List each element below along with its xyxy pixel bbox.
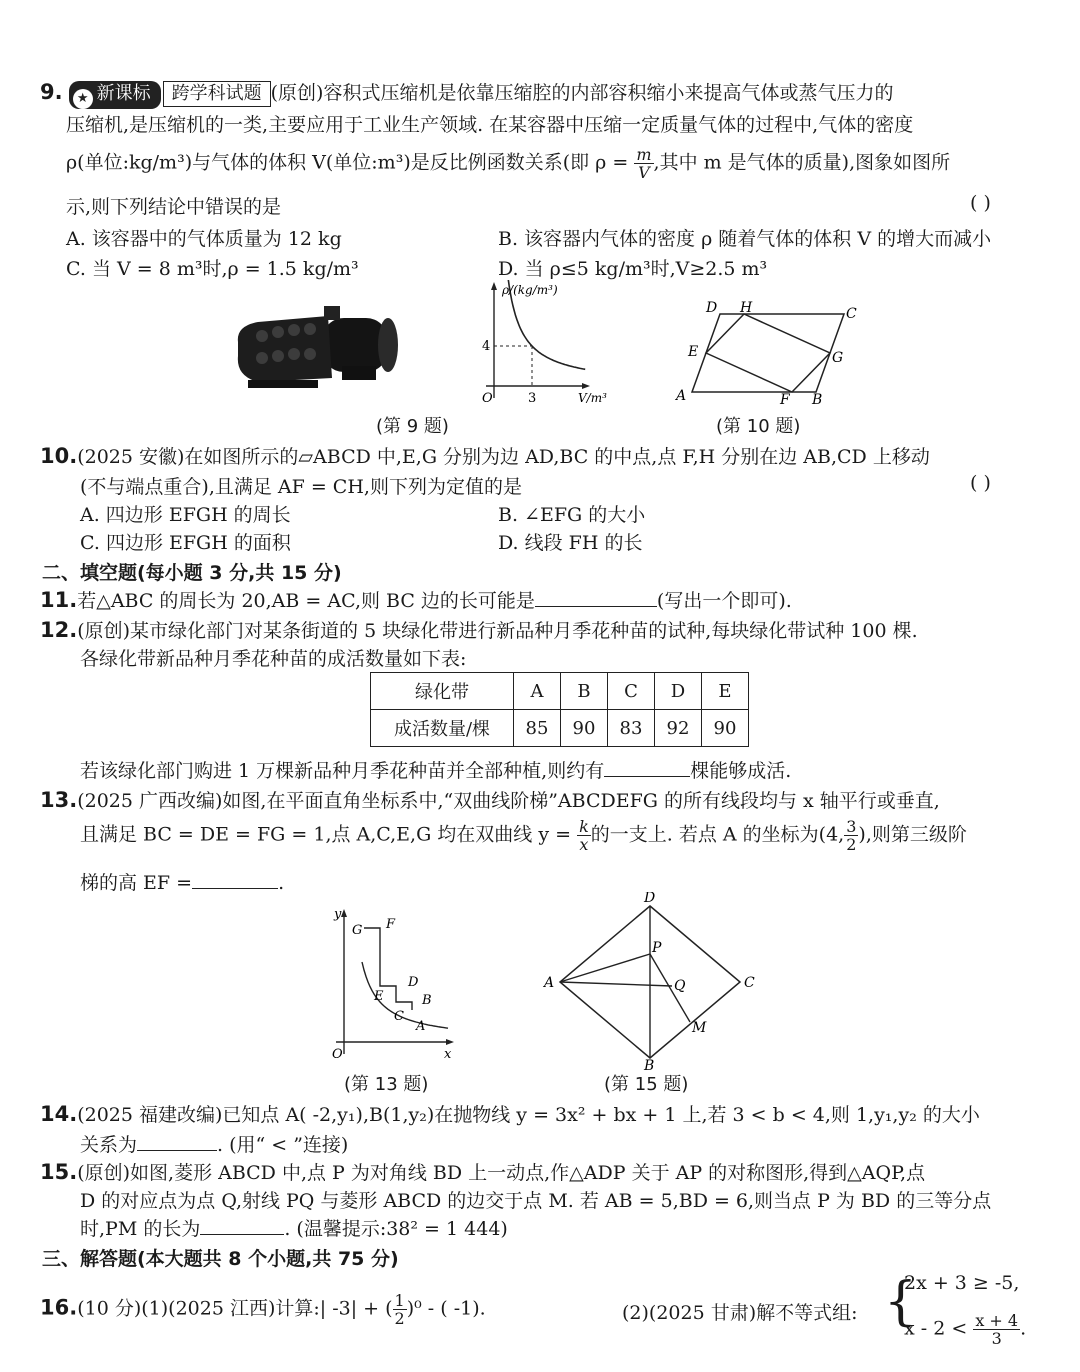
- q10-line2: (不与端点重合),且满足 AF = CH,则下列为定值的是: [80, 476, 522, 498]
- q9-density-graph: [478, 280, 618, 410]
- question-number: 9.: [40, 80, 63, 104]
- label-q: Q: [674, 978, 686, 994]
- section-heading: 二、填空题(每小题 3 分,共 15 分): [42, 562, 342, 584]
- answer-paren: ( ): [970, 472, 991, 494]
- q9-line1: [40, 78, 893, 109]
- label-c: C: [846, 306, 857, 322]
- q9-option-d: D. 当 ρ≤5 kg/m³时,V≥2.5 m³: [498, 258, 768, 280]
- q11-line: 11.若△ABC 的周长为 20,AB = AC,则 BC 边的长可能是 (写出一个即可).: [40, 588, 792, 612]
- q15-caption: (第 15 题): [604, 1074, 689, 1095]
- q10-option-c: C. 四边形 EFGH 的面积: [80, 532, 291, 554]
- label-b: B: [422, 993, 432, 1008]
- inequality-2: x - 2 < $\frac{x + 4}{3}$ .: [904, 1311, 1027, 1348]
- x-tick-label: 3: [528, 391, 537, 406]
- q12-line2: 各绿化带新品种月季花种苗的成活数量如下表:: [80, 648, 467, 670]
- fraction-m-over-v: $\frac{m}{V}$: [636, 145, 652, 182]
- q13-staircase-figure: [324, 906, 460, 1066]
- label-m: M: [692, 1020, 707, 1036]
- label-g: G: [832, 350, 844, 366]
- q9-option-c: C. 当 V = 8 m³时,ρ = 1.5 kg/m³: [66, 258, 359, 280]
- label-d: D: [644, 892, 656, 906]
- q9-line2: 压缩机,是压缩机的一类,主要应用于工业生产领域. 在某容器中压缩一定质量气体的过程中,气体的密度: [66, 114, 914, 136]
- table-cell: D: [655, 673, 702, 710]
- fraction-x-plus-4-over-3: $\frac{x + 4}{3}$: [975, 1311, 1019, 1348]
- question-number: 10.: [40, 444, 78, 468]
- q14-line1: 14.(2025 福建改编)已知点 A( -2,y₁),B(1,y₂)在抛物线 y = 3x² + bx + 1 上,若 3 < b < 4,则 1,y₁,y₂ 的大小: [40, 1102, 980, 1126]
- label-d: D: [706, 300, 718, 316]
- q9-caption: (第 9 题): [376, 416, 449, 437]
- star-badge-icon: ★: [73, 89, 93, 109]
- q16-part2: (2)(2025 甘肃)解不等式组:: [622, 1302, 858, 1324]
- inequality-1: 2x + 3 ≥ -5,: [904, 1272, 1020, 1294]
- origin-label: O: [332, 1047, 343, 1062]
- new-curriculum-badge: ★ 新课标: [69, 81, 161, 109]
- q9-text: (原创)容积式压缩机是依靠压缩腔的内部容积缩小来提高气体或蒸气压力的: [270, 82, 894, 104]
- table-cell: E: [702, 673, 749, 710]
- q9-option-b: B. 该容器内气体的密度 ρ 随着气体的体积 V 的增大而减小: [498, 228, 992, 250]
- section-heading: 三、解答题(本大题共 8 个小题,共 75 分): [42, 1248, 399, 1270]
- table-cell: C: [608, 673, 655, 710]
- q15-line3: 时,PM 的长为 . (温馨提示:38² = 1 444): [80, 1218, 508, 1240]
- answer-paren: ( ): [970, 192, 991, 214]
- label-a: A: [416, 1019, 426, 1034]
- table-cell: 85: [514, 710, 561, 747]
- q13-caption: (第 13 题): [344, 1074, 429, 1095]
- q15-line1: 15.(原创)如图,菱形 ABCD 中,点 P 为对角线 BD 上一动点,作△ADP 关于 AP 的对称图形,得到△AQP,点: [40, 1160, 926, 1184]
- fraction-one-half: $\frac{1}{2}$: [394, 1291, 405, 1328]
- label-c: C: [394, 1009, 404, 1024]
- brace: {: [884, 1272, 918, 1332]
- table-cell: 92: [655, 710, 702, 747]
- y-axis-label: ρ/(kg/m³): [502, 283, 558, 297]
- q15-line2: D 的对应点为点 Q,射线 PQ 与菱形 ABCD 的边交于点 M. 若 AB = 5,BD = 6,则当点 P 为 BD 的三等分点: [80, 1190, 992, 1212]
- label-b: B: [644, 1058, 655, 1072]
- answer-blank: [604, 776, 690, 777]
- answer-blank: [137, 1150, 217, 1151]
- label-e: E: [688, 344, 699, 360]
- q10-parallelogram-figure: [668, 296, 868, 408]
- survival-table: [370, 672, 749, 747]
- table-cell: 绿化带: [371, 673, 514, 710]
- q9-option-a: A. 该容器中的气体质量为 12 kg: [66, 228, 342, 250]
- q13-line2: 且满足 BC = DE = FG = 1,点 A,C,E,G 均在双曲线 y = $\frac{k}{x}$ 的一支上. 若点 A 的坐标为(4, $\frac{3}{2}$ ),则第三级阶: [80, 817, 967, 854]
- q13-line1: 13.(2025 广西改编)如图,在平面直角坐标系中,“双曲线阶梯”ABCDEFG 的所有线段均与 x 轴平行或垂直,: [40, 788, 940, 812]
- q16-part1: 16.(10 分)(1)(2025 江西)计算:| -3| + ( $\frac{1}{2}$ )⁰ - ( -1).: [40, 1291, 486, 1328]
- q10-caption: (第 10 题): [716, 416, 801, 437]
- q13-line3: 梯的高 EF = .: [80, 872, 285, 894]
- label-a: A: [676, 388, 687, 404]
- table-cell: 成活数量/棵: [371, 710, 514, 747]
- origin-label: O: [482, 391, 493, 406]
- label-e: E: [374, 989, 384, 1004]
- label-a: A: [544, 975, 555, 991]
- q12-line3: 若该绿化部门购进 1 万棵新品种月季花种苗并全部种植,则约有 棵能够成活.: [80, 760, 792, 782]
- table-row: [371, 710, 749, 747]
- table-cell: 90: [702, 710, 749, 747]
- table-cell: 83: [608, 710, 655, 747]
- table-cell: A: [514, 673, 561, 710]
- q10-option-b: B. ∠EFG 的大小: [498, 504, 646, 526]
- table-row: [371, 673, 749, 710]
- q10-option-d: D. 线段 FH 的长: [498, 532, 643, 554]
- table-cell: B: [561, 673, 608, 710]
- q12-line1: 12.(原创)某市绿化部门对某条街道的 5 块绿化带进行新品种月季花种苗的试种,每块绿化带试种 100 棵.: [40, 618, 918, 642]
- label-f: F: [386, 917, 396, 932]
- answer-blank: [535, 606, 657, 607]
- answer-blank: [192, 888, 278, 889]
- fraction-3-over-2: $\frac{3}{2}$: [846, 817, 857, 854]
- label-d: D: [408, 975, 419, 990]
- q9-line4: 示,则下列结论中错误的是: [66, 196, 282, 218]
- answer-blank: [200, 1234, 284, 1235]
- q14-line2: 关系为 . (用“ < ”连接): [80, 1134, 349, 1156]
- label-f: F: [780, 392, 790, 408]
- y-axis-label: y: [334, 907, 342, 922]
- cross-subject-badge: 跨学科试题: [163, 81, 271, 107]
- label-h: H: [740, 300, 753, 316]
- y-tick-label: 4: [482, 339, 491, 354]
- fraction-k-over-x: $\frac{k}{x}$: [579, 817, 589, 854]
- label-c: C: [744, 975, 755, 991]
- q9-line3: ρ(单位:kg/m³)与气体的体积 V(单位:m³)是反比例函数关系(即 ρ = $\frac{m}{V}$ ,其中 m 是气体的质量),图象如图所: [66, 145, 951, 182]
- label-b: B: [812, 392, 823, 408]
- q10-option-a: A. 四边形 EFGH 的周长: [80, 504, 291, 526]
- x-axis-label: x: [444, 1047, 452, 1062]
- table-cell: 90: [561, 710, 608, 747]
- compressor-image: [228, 296, 400, 396]
- x-axis-label: V/m³: [578, 391, 607, 405]
- q15-rhombus-figure: [540, 892, 770, 1072]
- label-g: G: [352, 923, 363, 938]
- label-p: P: [652, 940, 662, 956]
- q10-line1: 10.(2025 安徽)在如图所示的▱ABCD 中,E,G 分别为边 AD,BC 的中点,点 F,H 分别在边 AB,CD 上移动: [40, 444, 930, 468]
